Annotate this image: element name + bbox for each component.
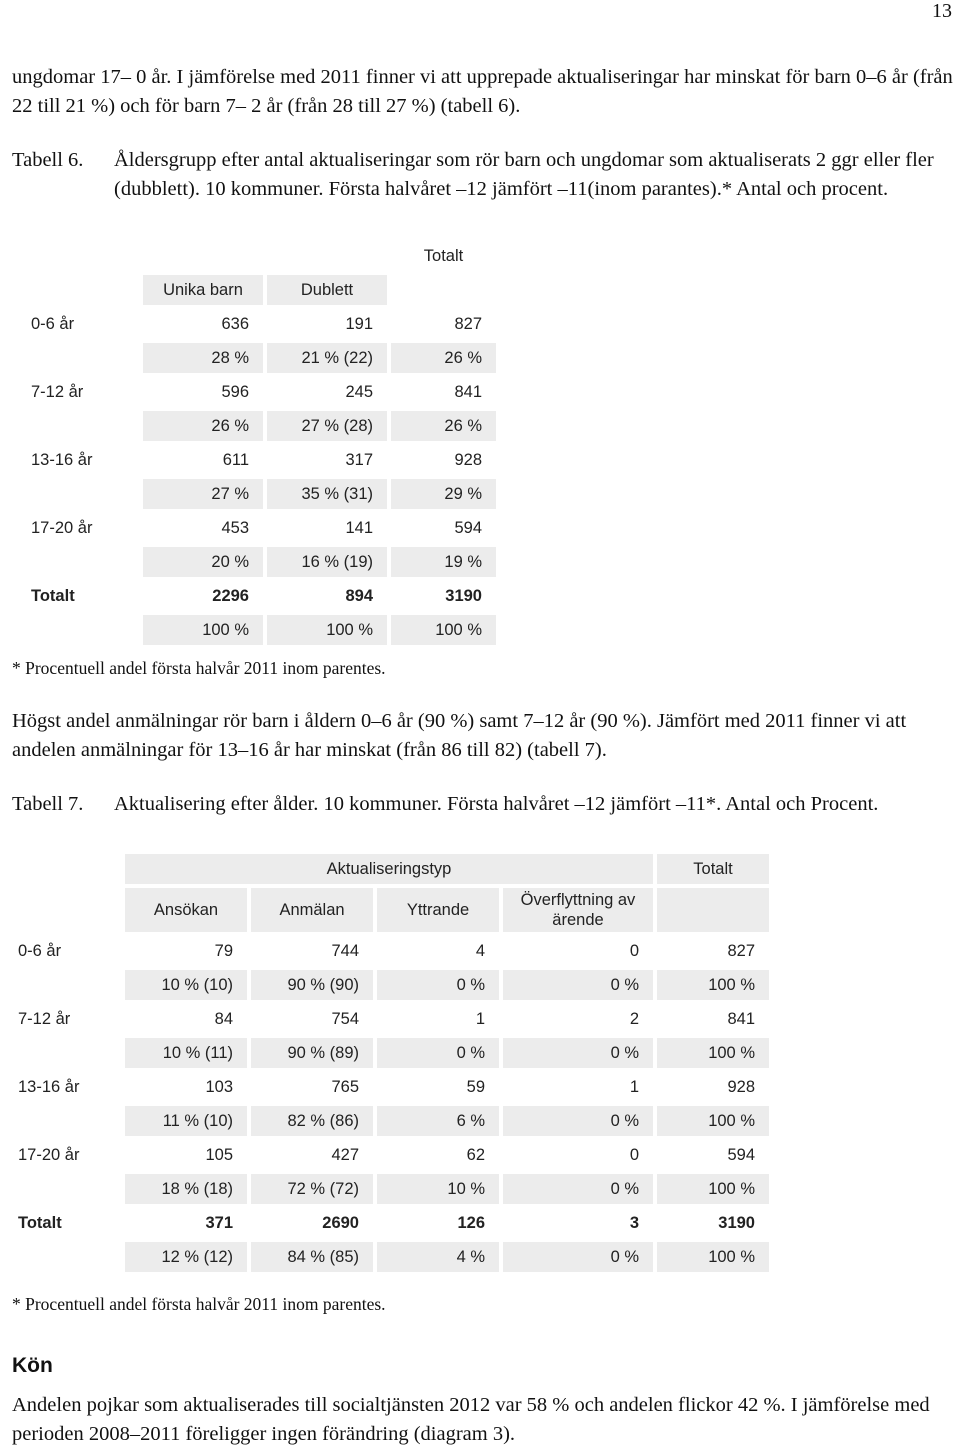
count-cell: 3190 xyxy=(718,1213,755,1232)
table-row xyxy=(19,445,496,475)
count-cell: 841 xyxy=(454,382,482,401)
percent-cell: 100 % xyxy=(391,615,496,645)
count-cell: 0 xyxy=(629,941,639,960)
table7-caption xyxy=(12,790,957,819)
table-row xyxy=(19,309,496,339)
table7-header-total: Totalt xyxy=(657,854,769,884)
row-label: Totalt xyxy=(18,1213,62,1232)
table-row xyxy=(19,547,496,577)
percent-cell: 0 % xyxy=(377,1038,499,1068)
empty-cell xyxy=(19,343,139,373)
percent-cell: 90 % (89) xyxy=(251,1038,373,1068)
count-cell: 827 xyxy=(454,314,482,333)
table-row xyxy=(6,1072,769,1102)
percent-cell: 100 % xyxy=(267,615,387,645)
percent-cell: 20 % xyxy=(143,547,263,577)
row-label: 13-16 år xyxy=(18,1077,80,1096)
count-cell: 4 xyxy=(475,941,485,960)
row-label: 17-20 år xyxy=(31,518,93,537)
table-row xyxy=(6,1174,769,1204)
count-cell: 84 xyxy=(214,1009,233,1028)
table6-header-unika: Unika barn xyxy=(143,275,263,305)
percent-cell: 11 % (10) xyxy=(125,1106,247,1136)
count-cell: 105 xyxy=(205,1145,233,1164)
percent-cell: 10 % xyxy=(377,1174,499,1204)
percent-cell: 100 % xyxy=(143,615,263,645)
percent-cell: 27 % (28) xyxy=(267,411,387,441)
percent-cell: 82 % (86) xyxy=(251,1106,373,1136)
count-cell: 427 xyxy=(331,1145,359,1164)
percent-cell: 18 % (18) xyxy=(125,1174,247,1204)
count-cell: 594 xyxy=(454,518,482,537)
table-row xyxy=(6,1038,769,1068)
table6-header-dublett: Dublett xyxy=(267,275,387,305)
row-label: 7-12 år xyxy=(31,382,84,401)
table7-header-ansokan: Ansökan xyxy=(125,888,247,932)
table-row xyxy=(19,615,496,645)
empty-cell xyxy=(6,1038,121,1068)
table-row xyxy=(19,411,496,441)
percent-cell: 84 % (85) xyxy=(251,1242,373,1272)
count-cell: 141 xyxy=(345,518,373,537)
count-cell: 103 xyxy=(205,1077,233,1096)
table6-caption-label: Tabell 6. xyxy=(12,149,84,171)
count-cell: 1 xyxy=(629,1077,639,1096)
percent-cell: 27 % xyxy=(143,479,263,509)
table6-note: * Procentuell andel första halvår 2011 inom parentes. xyxy=(12,658,386,678)
table-row xyxy=(6,1242,769,1272)
count-cell: 596 xyxy=(221,382,249,401)
percent-cell: 26 % xyxy=(391,411,496,441)
count-cell: 2690 xyxy=(322,1213,359,1232)
empty-cell xyxy=(6,1106,121,1136)
table7-body xyxy=(6,854,769,1272)
percent-cell: 0 % xyxy=(503,1038,653,1068)
percent-cell: 0 % xyxy=(377,970,499,1000)
table-row xyxy=(6,936,769,966)
table6-caption xyxy=(12,146,957,204)
table7-group-header-row xyxy=(6,854,769,884)
percent-cell: 72 % (72) xyxy=(251,1174,373,1204)
empty-cell xyxy=(19,547,139,577)
count-cell: 59 xyxy=(466,1077,485,1096)
count-cell: 245 xyxy=(345,382,373,401)
table6-body xyxy=(19,241,496,645)
empty-cell xyxy=(19,411,139,441)
count-cell: 3190 xyxy=(445,586,482,605)
count-cell: 636 xyxy=(221,314,249,333)
count-cell: 594 xyxy=(727,1145,755,1164)
percent-cell: 6 % xyxy=(377,1106,499,1136)
row-label: 13-16 år xyxy=(31,450,93,469)
percent-cell: 16 % (19) xyxy=(267,547,387,577)
count-cell: 765 xyxy=(331,1077,359,1096)
table7 xyxy=(2,850,773,1276)
table7-header-row xyxy=(6,888,769,932)
row-label: 7-12 år xyxy=(18,1009,71,1028)
percent-cell: 4 % xyxy=(377,1242,499,1272)
count-cell: 894 xyxy=(345,586,373,605)
table-row xyxy=(6,1140,769,1170)
row-label: 17-20 år xyxy=(18,1145,80,1164)
count-cell: 1 xyxy=(475,1009,485,1028)
table-row xyxy=(19,479,496,509)
count-cell: 62 xyxy=(466,1145,485,1164)
percent-cell: 100 % xyxy=(657,1038,769,1068)
empty-cell xyxy=(6,970,121,1000)
percent-cell: 10 % (11) xyxy=(125,1038,247,1068)
percent-cell: 35 % (31) xyxy=(267,479,387,509)
section-heading-kon: Kön xyxy=(12,1354,53,1377)
percent-cell: 26 % xyxy=(143,411,263,441)
empty-cell xyxy=(19,615,139,645)
row-label: 0-6 år xyxy=(18,941,62,960)
count-cell: 191 xyxy=(345,314,373,333)
percent-cell: 28 % xyxy=(143,343,263,373)
count-cell: 453 xyxy=(221,518,249,537)
table7-caption-text: Aktualisering efter ålder. 10 kommuner. Första halvåret –12 jämfört –11*. Antal och Procent. xyxy=(114,793,879,815)
table-row xyxy=(19,513,496,543)
percent-cell: 100 % xyxy=(657,1106,769,1136)
count-cell: 928 xyxy=(454,450,482,469)
table6-header-total: Totalt xyxy=(391,241,496,271)
count-cell: 317 xyxy=(345,450,373,469)
count-cell: 79 xyxy=(214,941,233,960)
row-label: 0-6 år xyxy=(31,314,75,333)
percent-cell: 26 % xyxy=(391,343,496,373)
row-label: Totalt xyxy=(31,586,75,605)
empty-cell xyxy=(6,1242,121,1272)
table-row xyxy=(19,377,496,407)
intro-paragraph: ungdomar 17– 0 år. I jämförelse med 2011 finner vi att upprepade aktualiseringar har minskat för barn 0–6 år (från 22 till 21 %) och för barn 7– 2 år (från 28 till 27 %) (tabell 6). xyxy=(12,66,953,117)
count-cell: 744 xyxy=(331,941,359,960)
table6-header-row xyxy=(19,275,496,305)
count-cell: 2 xyxy=(629,1009,639,1028)
table7-header-overflyttning: Överflyttning av ärende xyxy=(503,888,653,932)
percent-cell: 90 % (90) xyxy=(251,970,373,1000)
count-cell: 2296 xyxy=(212,586,249,605)
count-cell: 0 xyxy=(629,1145,639,1164)
table-row xyxy=(6,1106,769,1136)
table7-note: * Procentuell andel första halvår 2011 inom parentes. xyxy=(12,1294,386,1314)
percent-cell: 100 % xyxy=(657,1242,769,1272)
count-cell: 827 xyxy=(727,941,755,960)
table-row xyxy=(19,343,496,373)
percent-cell: 0 % xyxy=(503,1106,653,1136)
percent-cell: 0 % xyxy=(503,1174,653,1204)
count-cell: 371 xyxy=(205,1213,233,1232)
count-cell: 841 xyxy=(727,1009,755,1028)
count-cell: 754 xyxy=(331,1009,359,1028)
table6-header-row-total xyxy=(19,241,496,271)
percent-cell: 100 % xyxy=(657,970,769,1000)
middle-paragraph: Högst andel anmälningar rör barn i åldern 0–6 år (90 %) samt 7–12 år (90 %). Jämfört med 2011 finner vi att andelen anmälningar för 13–16 år har minskat (från 86 till 82) (tabell 7). xyxy=(12,710,907,761)
table-row xyxy=(6,970,769,1000)
percent-cell: 10 % (10) xyxy=(125,970,247,1000)
count-cell: 126 xyxy=(457,1213,485,1232)
table6 xyxy=(15,237,500,649)
percent-cell: 21 % (22) xyxy=(267,343,387,373)
percent-cell: 0 % xyxy=(503,1242,653,1272)
table-row xyxy=(19,581,496,611)
count-cell: 611 xyxy=(222,450,249,469)
table7-header-yttrande: Yttrande xyxy=(377,888,499,932)
count-cell: 3 xyxy=(629,1213,639,1232)
count-cell: 928 xyxy=(727,1077,755,1096)
table6-caption-text: Åldersgrupp efter antal aktualiseringar som rör barn och ungdomar som aktualiserats 2 ggr eller fler (dubblett). 10 kommuner. Första halvåret –12 jämfört –11(inom parantes).* Antal och procent. xyxy=(114,149,934,200)
percent-cell: 100 % xyxy=(657,1174,769,1204)
table-row xyxy=(6,1004,769,1034)
percent-cell: 12 % (12) xyxy=(125,1242,247,1272)
empty-cell xyxy=(19,479,139,509)
table7-caption-label: Tabell 7. xyxy=(12,793,84,815)
percent-cell: 0 % xyxy=(503,970,653,1000)
percent-cell: 19 % xyxy=(391,547,496,577)
table7-header-anmalan: Anmälan xyxy=(251,888,373,932)
page-number: 13 xyxy=(932,0,952,22)
table-row xyxy=(6,1208,769,1238)
table7-group-header: Aktualiseringstyp xyxy=(125,854,653,884)
closing-paragraph: Andelen pojkar som aktualiserades till socialtjänsten 2012 var 58 % och andelen flickor 42 %. I jämförelse med perioden 2008–2011 föreligger ingen förändring (diagram 3). xyxy=(12,1394,930,1445)
percent-cell: 29 % xyxy=(391,479,496,509)
empty-cell xyxy=(6,1174,121,1204)
